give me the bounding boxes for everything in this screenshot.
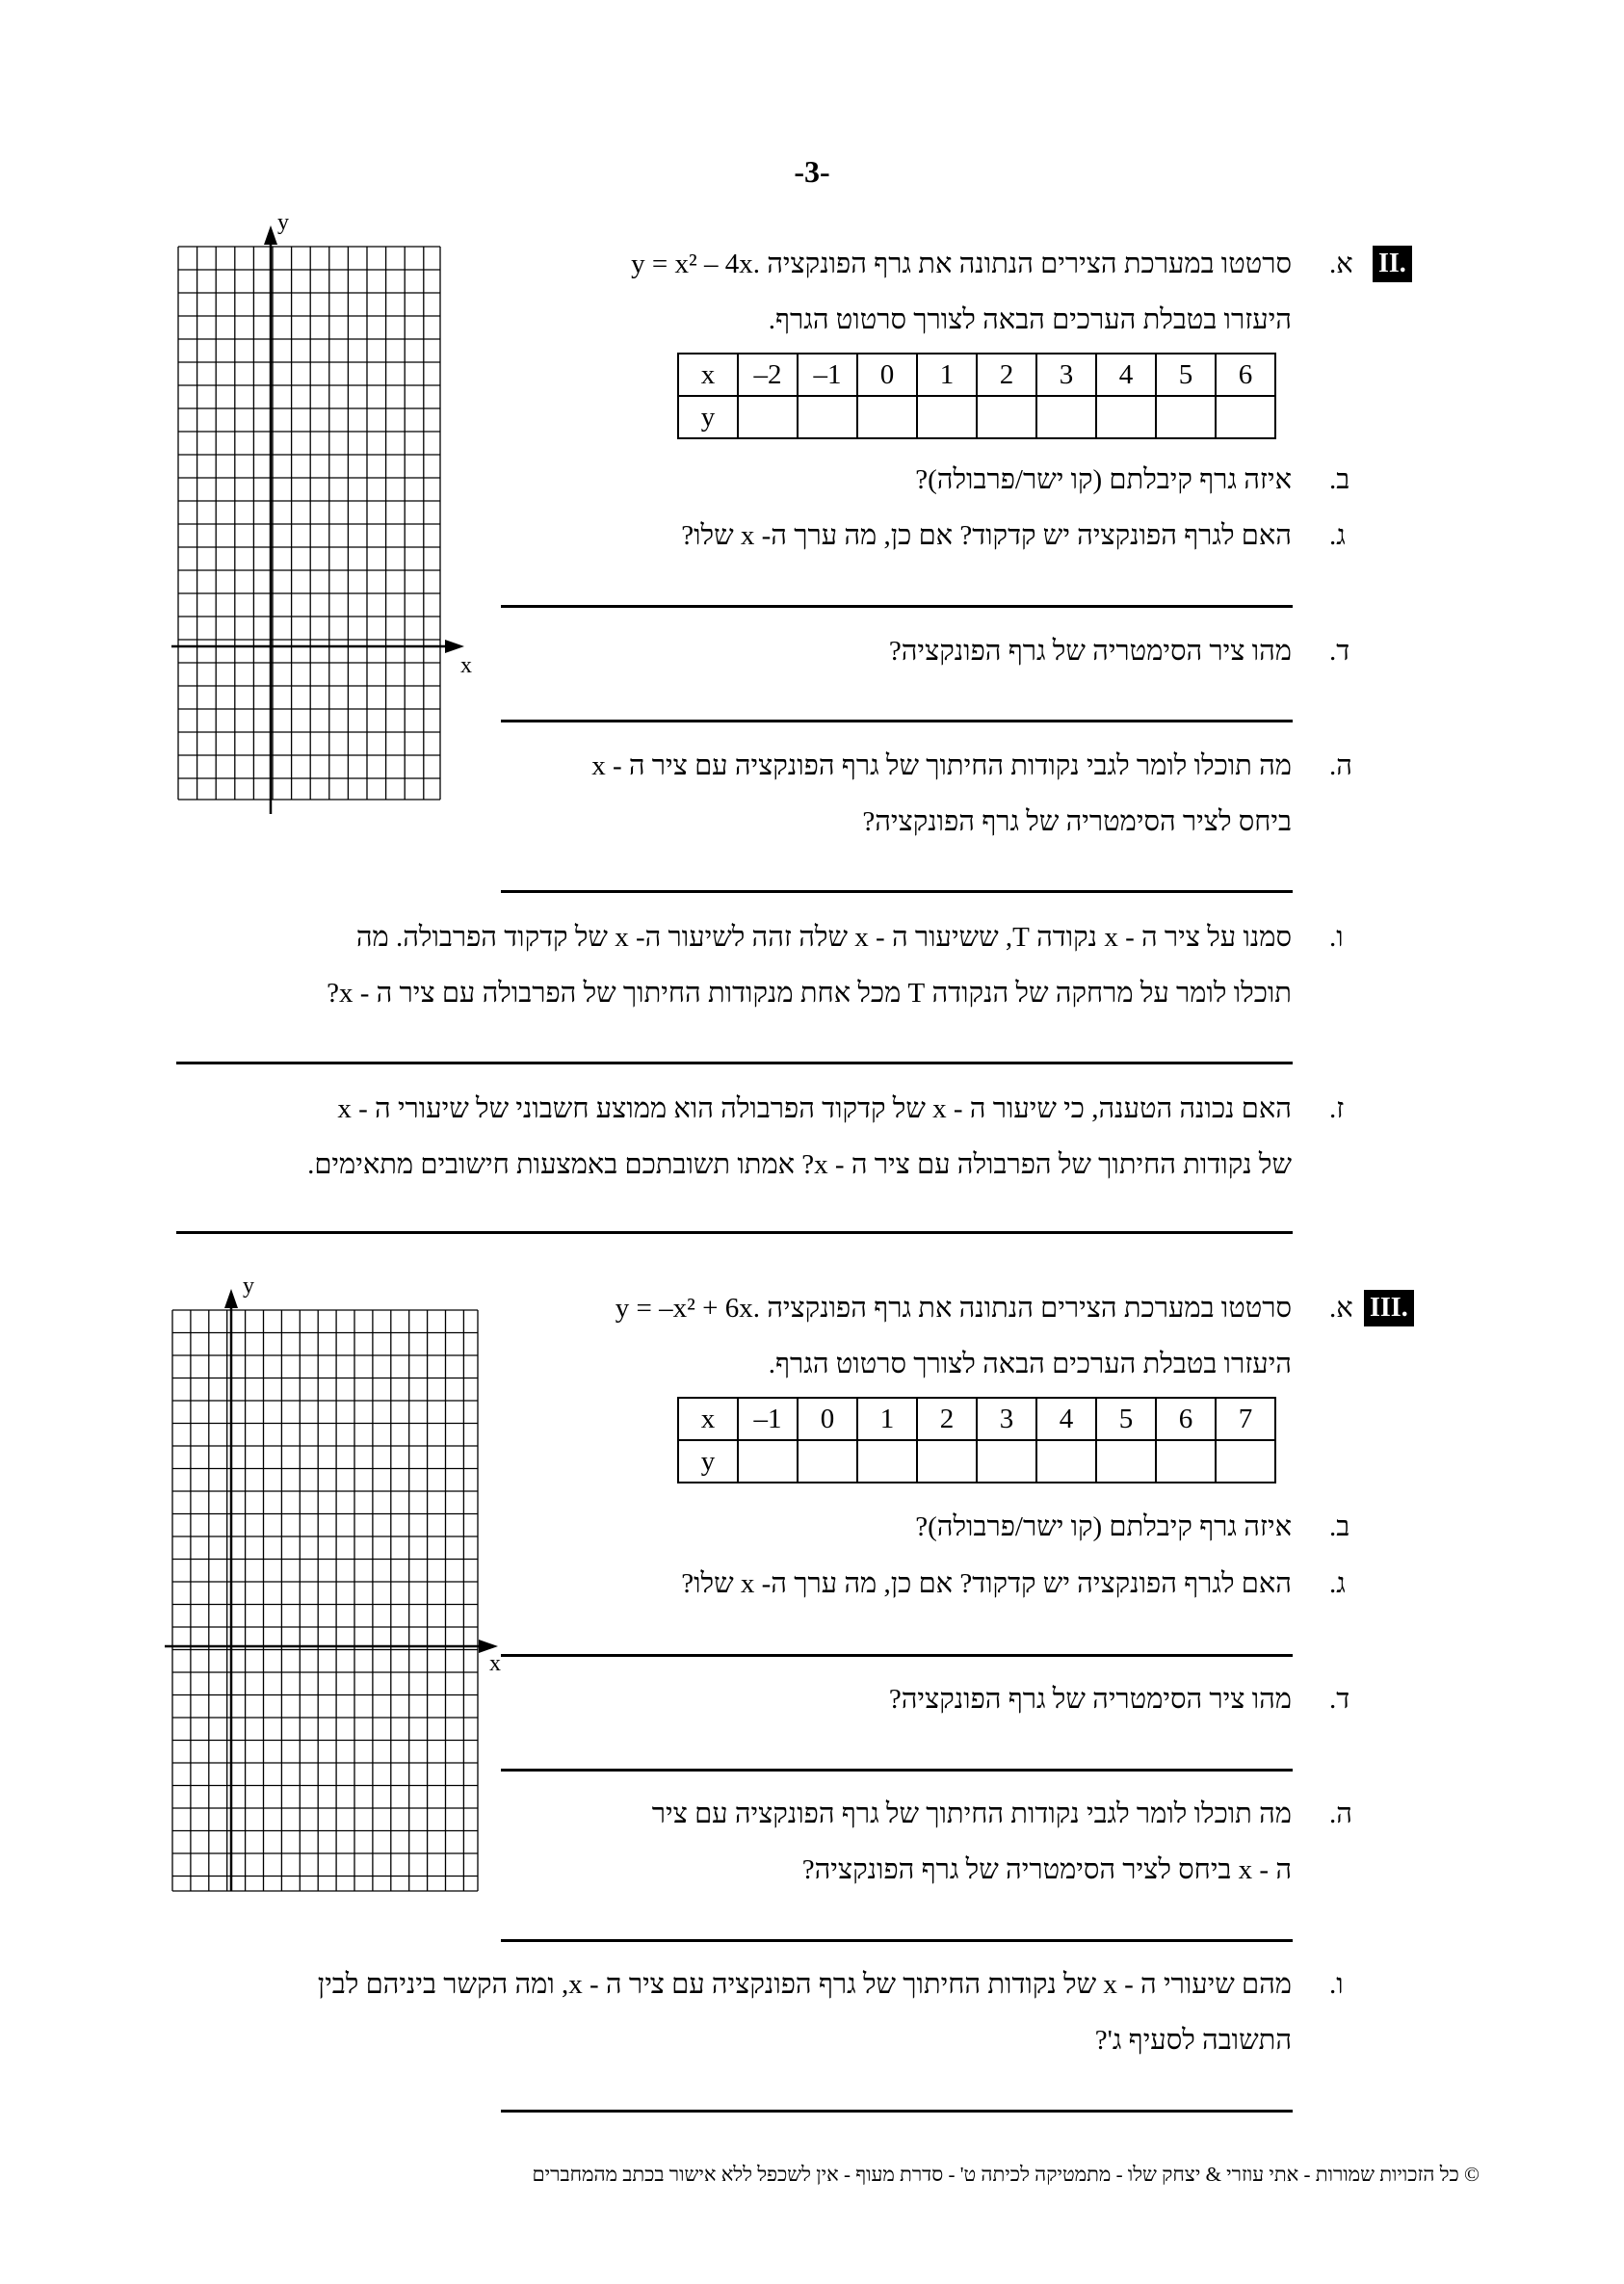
q2-table-x-row [678, 354, 1275, 396]
q2-y-cell[interactable] [1096, 396, 1156, 438]
item-label-a: א. [1329, 249, 1353, 279]
q3-y-cell[interactable] [1216, 1440, 1275, 1483]
q2-a-instruction: סרטטו במערכת הצירים הנתונה את גרף הפונקציה [767, 249, 1292, 279]
item-label-c: ג. [1329, 520, 1346, 551]
q2-y-cell[interactable] [738, 396, 798, 438]
q3-x-cell: –1 [738, 1398, 798, 1440]
q3-coordinate-grid[interactable] [159, 1272, 515, 1907]
q3-x-cell: 3 [977, 1398, 1036, 1440]
item-label-b: ב. [1329, 1511, 1350, 1542]
q2-d-answer-line[interactable] [501, 720, 1293, 722]
q3-b-text: איזה גרף קיבלתם (קו ישר/פרבולה)? [915, 1511, 1292, 1542]
q3-x-cell: 6 [1156, 1398, 1216, 1440]
q3-a-instruction: סרטטו במערכת הצירים הנתונה את גרף הפונקציה [767, 1293, 1292, 1324]
item-label-e: ה. [1329, 1798, 1352, 1829]
q3-y-cell[interactable] [977, 1440, 1036, 1483]
q3-y-axis-label: y [243, 1273, 254, 1299]
q3-x-cell: 1 [857, 1398, 917, 1440]
item-label-b: ב. [1329, 464, 1350, 495]
q2-y-cell[interactable] [977, 396, 1036, 438]
item-label-f: ו. [1329, 1969, 1344, 2000]
q2-y-cell[interactable] [857, 396, 917, 438]
q3-table-y-row [678, 1440, 1275, 1483]
q2-grid-lines [178, 247, 440, 800]
q3-y-arrow-icon [224, 1289, 238, 1308]
q2-c-answer-line[interactable] [501, 605, 1293, 608]
q3-y-cell[interactable] [917, 1440, 977, 1483]
q2-y-cell[interactable] [917, 396, 977, 438]
q3-c-answer-line[interactable] [501, 1654, 1293, 1657]
q3-c-text: האם לגרף הפונקציה יש קדקוד? אם כן, מה ערך ה- x שלו? [681, 1568, 1292, 1599]
q2-e-text-line1: מה תוכלו לומר לגבי נקודות החיתוך של גרף הפונקציה עם ציר ה - x [591, 750, 1292, 781]
q2-y-axis-label: y [277, 212, 289, 235]
q3-y-cell[interactable] [1096, 1440, 1156, 1483]
item-label-a: א. [1329, 1293, 1353, 1324]
q3-e-answer-line[interactable] [501, 1939, 1293, 1942]
q2-y-cell[interactable] [1156, 396, 1216, 438]
q2-y-cell[interactable] [1036, 396, 1096, 438]
q2-table-x-header: x [678, 354, 738, 396]
q3-table-x-row [678, 1398, 1275, 1440]
q2-d-text: מהו ציר הסימטריה של גרף הפונקציה? [888, 636, 1292, 667]
q3-x-cell: 2 [917, 1398, 977, 1440]
q2-x-cell: 0 [857, 354, 917, 396]
q3-y-cell[interactable] [1156, 1440, 1216, 1483]
q3-e-text-line1: מה תוכלו לומר לגבי נקודות החיתוך של גרף הפונקציה עם ציר [651, 1798, 1292, 1829]
item-label-f: ו. [1329, 922, 1344, 953]
item-label-d: ד. [1329, 1684, 1350, 1715]
q3-table-y-header: y [678, 1440, 738, 1483]
q2-f-answer-line[interactable] [176, 1062, 1293, 1064]
q2-coordinate-grid[interactable] [164, 212, 486, 819]
q2-f-text-line2: תוכלו לומר על מרחקה של הנקודה T מכל אחת מנקודות החיתוך של הפרבולה עם ציר ה - x? [327, 978, 1292, 1009]
question-number-badge: II. [1373, 246, 1412, 282]
q3-values-table [677, 1397, 1276, 1483]
q3-grid-lines [172, 1310, 478, 1891]
q3-y-cell[interactable] [798, 1440, 857, 1483]
q2-x-axis-label: x [460, 653, 472, 678]
q3-f-text-line2: התשובה לסעיף ג'? [1094, 2025, 1292, 2056]
q3-axes [165, 1289, 498, 1891]
q3-d-text: מהו ציר הסימטריה של גרף הפונקציה? [888, 1684, 1292, 1715]
q3-y-cell[interactable] [1036, 1440, 1096, 1483]
q2-y-cell[interactable] [1216, 396, 1275, 438]
item-label-g: ז. [1329, 1093, 1345, 1124]
q2-e-answer-line[interactable] [501, 890, 1293, 893]
q3-f-text-line1: מהם שיעורי ה - x של נקודות החיתוך של גרף הפונקציה עם ציר ה - x, ומה הקשר ביניהם לבין [317, 1969, 1292, 2000]
q3-a-formula: y = –x² + 6x. [615, 1293, 760, 1324]
q2-a-help: היעזרו בטבלת הערכים הבאה לצורך סרטוט הגרף. [768, 304, 1292, 335]
q2-a-formula: y = x² – 4x. [631, 249, 760, 279]
q3-x-cell: 7 [1216, 1398, 1275, 1440]
q2-g-answer-line[interactable] [176, 1231, 1293, 1234]
q3-e-text-line2: ה - x ביחס לציר הסימטריה של גרף הפונקציה? [801, 1854, 1292, 1885]
q2-b-text: איזה גרף קיבלתם (קו ישר/פרבולה)? [915, 464, 1292, 495]
q2-x-arrow-icon [445, 640, 464, 653]
q3-f-answer-line[interactable] [501, 2110, 1293, 2113]
q2-x-cell: 1 [917, 354, 977, 396]
page-number: -3- [794, 154, 830, 189]
q2-x-cell: 5 [1156, 354, 1216, 396]
q3-y-cell[interactable] [857, 1440, 917, 1483]
q2-y-arrow-icon [264, 225, 277, 245]
item-label-d: ד. [1329, 636, 1350, 667]
q3-y-cell[interactable] [738, 1440, 798, 1483]
q2-x-cell: 4 [1096, 354, 1156, 396]
q2-g-text-line1: האם נכונה הטענה, כי שיעור ה - x של קדקוד הפרבולה הוא ממוצע חשבוני של שיעורי ה - x [337, 1093, 1292, 1124]
q2-f-text-line1: סמנו על ציר ה - x נקודה T, ששיעור ה - x שלה זהה לשיעור ה- x של קדקוד הפרבולה. מה [355, 922, 1292, 953]
q2-e-text-line2: ביחס לציר הסימטריה של גרף הפונקציה? [862, 806, 1292, 837]
q2-x-cell: 3 [1036, 354, 1096, 396]
q2-table-y-header: y [678, 396, 738, 438]
item-label-c: ג. [1329, 1568, 1346, 1599]
q2-a-text [631, 245, 1292, 283]
q3-table-x-header: x [678, 1398, 738, 1440]
q3-a-text [616, 1289, 1292, 1327]
q3-x-cell: 4 [1036, 1398, 1096, 1440]
q2-x-cell: 6 [1216, 354, 1275, 396]
question-number-badge: III. [1364, 1290, 1414, 1326]
q2-table-y-row [678, 396, 1275, 438]
q3-x-cell: 5 [1096, 1398, 1156, 1440]
q2-y-cell[interactable] [798, 396, 857, 438]
q2-x-cell: 2 [977, 354, 1036, 396]
q2-c-text: האם לגרף הפונקציה יש קדקוד? אם כן, מה ערך ה- x שלו? [681, 520, 1292, 551]
copyright-footer: © כל הזכויות שמורות - אתי עוזרי & יצחק שלו - מתמטיקה לכיתה ט' - סדרת מעוף - אין לשכפל ללא אישור בכתב מהמחברים [532, 2163, 1480, 2186]
q2-x-cell: –2 [738, 354, 798, 396]
item-label-e: ה. [1329, 750, 1352, 781]
q3-d-answer-line[interactable] [501, 1769, 1293, 1772]
q2-x-cell: –1 [798, 354, 857, 396]
q3-a-help: היעזרו בטבלת הערכים הבאה לצורך סרטוט הגרף. [768, 1349, 1292, 1379]
q2-g-text-line2: של נקודות החיתוך של הפרבולה עם ציר ה - x? אמתו תשובתכם באמצעות חישובים מתאימים. [307, 1149, 1292, 1180]
q3-x-cell: 0 [798, 1398, 857, 1440]
q2-values-table [677, 353, 1276, 439]
q3-x-axis-label: x [489, 1651, 501, 1676]
